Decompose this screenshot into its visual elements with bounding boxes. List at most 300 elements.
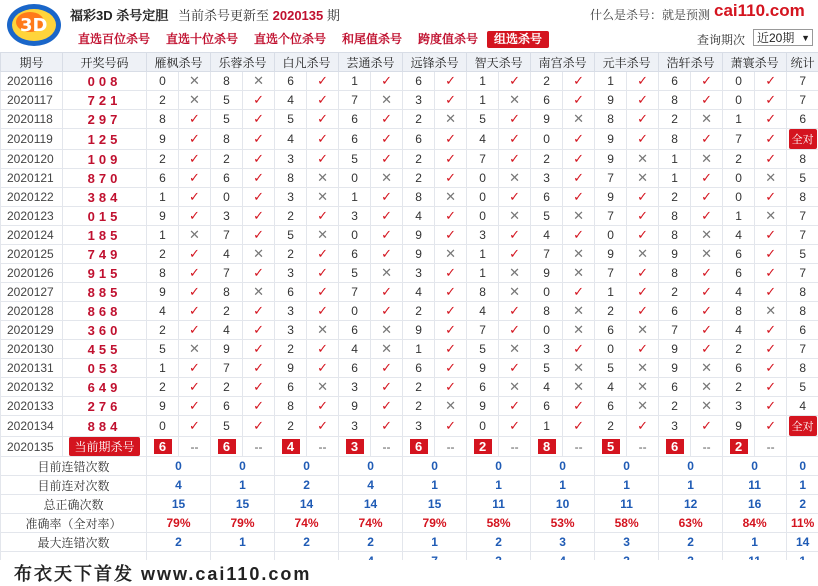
kill-number: 9	[275, 359, 307, 378]
kill-number: 8	[275, 397, 307, 416]
kill-number: 6	[403, 129, 435, 150]
kill-number: 4	[723, 226, 755, 245]
stat-value: 0	[339, 457, 403, 476]
nav-tens-kill[interactable]: 直选十位杀号	[166, 31, 238, 48]
cross-mark-icon: ✕	[499, 207, 531, 226]
table-row	[1, 340, 818, 359]
kill-number: 9	[211, 340, 243, 359]
check-mark-icon: ✓	[435, 302, 467, 321]
cross-mark-icon: ✕	[179, 91, 211, 110]
column-header: 乐蓉杀号	[211, 53, 275, 72]
stat-row	[1, 514, 818, 533]
draw-number: 360	[63, 321, 147, 340]
draw-number: 109	[63, 150, 147, 169]
nav-hundreds-kill[interactable]: 直选百位杀号	[78, 31, 150, 48]
check-mark-icon: ✓	[179, 397, 211, 416]
kill-table	[0, 52, 818, 571]
kill-number: 6	[467, 378, 499, 397]
stat-value: 0	[659, 457, 723, 476]
table-header	[1, 53, 818, 72]
draw-number: 884	[63, 416, 147, 437]
check-mark-icon: ✓	[755, 226, 787, 245]
cross-mark-icon: ✕	[243, 283, 275, 302]
kill-number: 9	[147, 129, 179, 150]
check-mark-icon: ✓	[435, 321, 467, 340]
check-mark-icon: ✓	[371, 378, 403, 397]
check-mark-icon: ✓	[755, 397, 787, 416]
kill-number: 1	[339, 188, 371, 207]
kill-number: 5	[275, 110, 307, 129]
svg-text:3D: 3D	[20, 15, 47, 36]
kill-number: 2	[403, 150, 435, 169]
table-row	[1, 169, 818, 188]
stat-label: 准确率（全对率）	[1, 514, 147, 533]
kill-number: 9	[723, 416, 755, 437]
stat-total: 1	[787, 476, 818, 495]
kill-number: 6	[723, 264, 755, 283]
cross-mark-icon: ✕	[563, 264, 595, 283]
check-mark-icon: ✓	[243, 340, 275, 359]
period-cell: 2020129	[1, 321, 63, 340]
period-cell: 2020125	[1, 245, 63, 264]
stat-value: 2	[275, 476, 339, 495]
cross-mark-icon: ✕	[691, 359, 723, 378]
stat-value: 79%	[211, 514, 275, 533]
stat-value: 11	[723, 476, 787, 495]
kill-number: 0	[531, 321, 563, 340]
check-mark-icon: ✓	[627, 416, 659, 437]
check-mark-icon: ✓	[563, 169, 595, 188]
cross-mark-icon: ✕	[179, 340, 211, 359]
stat-row	[1, 457, 818, 476]
kill-number: 8	[659, 264, 691, 283]
cross-mark-icon: ✕	[179, 72, 211, 91]
stat-value: 14	[339, 495, 403, 514]
kill-number: 3	[339, 378, 371, 397]
stat-cell: 7	[787, 264, 818, 283]
kill-number: 2	[211, 378, 243, 397]
kill-number: 0	[531, 129, 563, 150]
check-mark-icon: ✓	[243, 226, 275, 245]
period-cell: 2020131	[1, 359, 63, 378]
kill-number: 5	[531, 207, 563, 226]
check-mark-icon: ✓	[627, 302, 659, 321]
kill-number: 9	[659, 359, 691, 378]
cross-mark-icon: ✕	[755, 169, 787, 188]
kill-number: 2	[403, 110, 435, 129]
stat-total: 2	[787, 495, 818, 514]
cross-mark-icon: ✕	[627, 321, 659, 340]
check-mark-icon: ✓	[307, 150, 339, 169]
kill-number: 3	[403, 416, 435, 437]
current-kill-label: 当前期杀号	[69, 437, 139, 456]
kill-number: 6	[339, 110, 371, 129]
check-mark-icon: ✓	[499, 188, 531, 207]
kill-number: 6	[659, 378, 691, 397]
check-mark-icon: ✓	[371, 359, 403, 378]
check-mark-icon: ✓	[435, 378, 467, 397]
kill-number: 0	[595, 226, 627, 245]
kill-number: 3	[339, 416, 371, 437]
period-cell: 2020118	[1, 110, 63, 129]
column-header: 智天杀号	[467, 53, 531, 72]
kill-number: 0	[339, 226, 371, 245]
cross-mark-icon: ✕	[627, 245, 659, 264]
stat-value: 0	[211, 457, 275, 476]
kill-number: 9	[595, 129, 627, 150]
kill-number: 6	[403, 359, 435, 378]
cross-mark-icon: ✕	[691, 150, 723, 169]
table-row	[1, 378, 818, 397]
kill-number: 7	[531, 245, 563, 264]
kill-number: 7	[595, 169, 627, 188]
stat-cell: 6	[787, 110, 818, 129]
kill-number: 8	[211, 129, 243, 150]
kill-number: 3	[403, 264, 435, 283]
footer-text: 布衣天下首发 www.cai110.com	[14, 560, 311, 586]
kill-number: 7	[723, 129, 755, 150]
table-row	[1, 72, 818, 91]
draw-number: 915	[63, 264, 147, 283]
stat-value: 74%	[275, 514, 339, 533]
update-info: 当前杀号更新至 2020135 期	[178, 5, 340, 24]
kill-number: 1	[467, 245, 499, 264]
kill-number: 6	[531, 397, 563, 416]
stat-label: 目前连错次数	[1, 457, 147, 476]
period-cell: 2020124	[1, 226, 63, 245]
check-mark-icon: ✓	[307, 207, 339, 226]
predicted-kill: 5	[602, 439, 620, 454]
kill-number: 6	[595, 321, 627, 340]
check-mark-icon: ✓	[243, 321, 275, 340]
stat-value: 2	[275, 533, 339, 552]
check-mark-icon: ✓	[755, 416, 787, 437]
check-mark-icon: ✓	[755, 321, 787, 340]
kill-number: 5	[275, 226, 307, 245]
check-mark-icon: ✓	[563, 226, 595, 245]
stat-value: 3	[531, 533, 595, 552]
pending-mark: --	[627, 437, 659, 457]
kill-number: 9	[467, 397, 499, 416]
kill-number: 3	[275, 302, 307, 321]
check-mark-icon: ✓	[691, 188, 723, 207]
stat-value: 15	[403, 495, 467, 514]
draw-number: 868	[63, 302, 147, 321]
footer	[0, 560, 818, 584]
kill-number: 9	[339, 397, 371, 416]
kill-number: 1	[595, 283, 627, 302]
check-mark-icon: ✓	[499, 150, 531, 169]
stat-value: 1	[211, 476, 275, 495]
kill-number: 2	[531, 150, 563, 169]
check-mark-icon: ✓	[691, 72, 723, 91]
check-mark-icon: ✓	[435, 91, 467, 110]
table-row	[1, 129, 818, 150]
check-mark-icon: ✓	[435, 129, 467, 150]
period-cell: 2020130	[1, 340, 63, 359]
kill-number: 1	[467, 91, 499, 110]
cross-mark-icon: ✕	[563, 245, 595, 264]
period-select[interactable]: 近20期 ▼	[753, 29, 813, 46]
check-mark-icon: ✓	[307, 91, 339, 110]
check-mark-icon: ✓	[371, 302, 403, 321]
check-mark-icon: ✓	[179, 359, 211, 378]
kill-number: 7	[467, 150, 499, 169]
kill-number: 1	[659, 150, 691, 169]
cross-mark-icon: ✕	[499, 283, 531, 302]
nav-span-kill[interactable]: 跨度值杀号	[418, 31, 478, 48]
draw-number: 384	[63, 188, 147, 207]
check-mark-icon: ✓	[435, 264, 467, 283]
kill-number: 2	[723, 150, 755, 169]
cross-mark-icon: ✕	[563, 302, 595, 321]
nav-sum-tail-kill[interactable]: 和尾值杀号	[342, 31, 402, 48]
kill-number: 0	[467, 169, 499, 188]
column-header: 雁枫杀号	[147, 53, 211, 72]
kill-number: 6	[723, 359, 755, 378]
check-mark-icon: ✓	[371, 72, 403, 91]
check-mark-icon: ✓	[563, 72, 595, 91]
kill-number: 0	[723, 188, 755, 207]
predicted-kill: 8	[538, 439, 556, 454]
stat-value: 4	[147, 476, 211, 495]
table-row	[1, 110, 818, 129]
check-mark-icon: ✓	[435, 226, 467, 245]
check-mark-icon: ✓	[179, 129, 211, 150]
draw-number: 870	[63, 169, 147, 188]
check-mark-icon: ✓	[563, 340, 595, 359]
3d-logo-icon	[6, 2, 62, 48]
check-mark-icon: ✓	[563, 150, 595, 169]
kill-number: 2	[659, 110, 691, 129]
kill-number: 2	[595, 416, 627, 437]
cross-mark-icon: ✕	[179, 226, 211, 245]
check-mark-icon: ✓	[307, 72, 339, 91]
site-link[interactable]: cai110.com	[714, 1, 805, 21]
kill-number: 9	[531, 110, 563, 129]
check-mark-icon: ✓	[563, 397, 595, 416]
stat-value: 0	[723, 457, 787, 476]
stat-value: 1	[723, 533, 787, 552]
kill-number: 9	[403, 226, 435, 245]
kill-number: 9	[467, 359, 499, 378]
period-cell: 2020128	[1, 302, 63, 321]
column-header: 开奖号码	[63, 53, 147, 72]
kill-number: 2	[275, 207, 307, 226]
kill-number: 9	[595, 245, 627, 264]
cross-mark-icon: ✕	[307, 169, 339, 188]
kill-number: 2	[147, 150, 179, 169]
stat-value: 0	[403, 457, 467, 476]
cross-mark-icon: ✕	[563, 359, 595, 378]
cross-mark-icon: ✕	[371, 91, 403, 110]
kill-number: 5	[595, 359, 627, 378]
kill-number: 5	[211, 416, 243, 437]
kill-number: 7	[211, 359, 243, 378]
check-mark-icon: ✓	[307, 416, 339, 437]
stat-cell: 5	[787, 169, 818, 188]
cross-mark-icon: ✕	[499, 91, 531, 110]
check-mark-icon: ✓	[307, 359, 339, 378]
stat-cell: 4	[787, 397, 818, 416]
cross-mark-icon: ✕	[371, 321, 403, 340]
kill-number: 0	[467, 188, 499, 207]
kill-number: 6	[595, 397, 627, 416]
kill-number: 8	[659, 91, 691, 110]
check-mark-icon: ✓	[691, 169, 723, 188]
check-mark-icon: ✓	[307, 340, 339, 359]
kill-number: 1	[595, 72, 627, 91]
predicted-kill: 4	[282, 439, 300, 454]
check-mark-icon: ✓	[307, 283, 339, 302]
pending-mark: --	[371, 437, 403, 457]
kill-number: 5	[147, 340, 179, 359]
cross-mark-icon: ✕	[691, 110, 723, 129]
check-mark-icon: ✓	[435, 207, 467, 226]
kill-number: 9	[659, 340, 691, 359]
draw-number: 015	[63, 207, 147, 226]
check-mark-icon: ✓	[371, 188, 403, 207]
stat-row	[1, 533, 818, 552]
check-mark-icon: ✓	[243, 397, 275, 416]
kill-number: 4	[723, 283, 755, 302]
stat-label: 总正确次数	[1, 495, 147, 514]
nav-units-kill[interactable]: 直选个位杀号	[254, 31, 326, 48]
stat-cell: 6	[787, 321, 818, 340]
kill-number: 7	[659, 321, 691, 340]
stat-value: 0	[467, 457, 531, 476]
kill-number: 3	[403, 91, 435, 110]
cross-mark-icon: ✕	[435, 110, 467, 129]
cross-mark-icon: ✕	[243, 72, 275, 91]
cross-mark-icon: ✕	[371, 169, 403, 188]
stat-value: 4	[339, 476, 403, 495]
kill-number: 2	[595, 302, 627, 321]
kill-number: 5	[211, 110, 243, 129]
check-mark-icon: ✓	[627, 226, 659, 245]
predicted-kill: 6	[410, 439, 428, 454]
period-cell: 2020134	[1, 416, 63, 437]
column-header: 统计	[787, 53, 818, 72]
kill-number: 0	[147, 416, 179, 437]
cross-mark-icon: ✕	[627, 378, 659, 397]
check-mark-icon: ✓	[691, 283, 723, 302]
draw-number: 008	[63, 72, 147, 91]
stat-row	[1, 495, 818, 514]
check-mark-icon: ✓	[627, 340, 659, 359]
column-header: 萧寰杀号	[723, 53, 787, 72]
period-cell: 2020122	[1, 188, 63, 207]
table-row	[1, 283, 818, 302]
kill-number: 6	[531, 188, 563, 207]
cross-mark-icon: ✕	[499, 378, 531, 397]
check-mark-icon: ✓	[755, 245, 787, 264]
kill-number: 9	[147, 397, 179, 416]
check-mark-icon: ✓	[691, 340, 723, 359]
table-row	[1, 264, 818, 283]
kill-number: 2	[211, 150, 243, 169]
check-mark-icon: ✓	[691, 207, 723, 226]
stat-cell: 7	[787, 226, 818, 245]
kill-number: 3	[339, 207, 371, 226]
kill-number: 1	[339, 72, 371, 91]
kill-number: 4	[403, 207, 435, 226]
stat-value: 58%	[467, 514, 531, 533]
period-cell: 2020121	[1, 169, 63, 188]
nav-group-kill[interactable]: 组选杀号	[487, 31, 549, 48]
kill-number: 2	[723, 340, 755, 359]
kill-number: 0	[211, 188, 243, 207]
kill-number: 9	[531, 264, 563, 283]
kill-number: 6	[403, 72, 435, 91]
check-mark-icon: ✓	[179, 245, 211, 264]
stat-value: 74%	[339, 514, 403, 533]
check-mark-icon: ✓	[371, 397, 403, 416]
check-mark-icon: ✓	[179, 207, 211, 226]
check-mark-icon: ✓	[563, 91, 595, 110]
draw-number: 455	[63, 340, 147, 359]
stat-value: 0	[275, 457, 339, 476]
cross-mark-icon: ✕	[691, 245, 723, 264]
kill-number: 0	[467, 416, 499, 437]
table-row	[1, 302, 818, 321]
kill-number: 1	[723, 110, 755, 129]
kill-number: 6	[275, 378, 307, 397]
check-mark-icon: ✓	[755, 283, 787, 302]
cross-mark-icon: ✕	[307, 226, 339, 245]
check-mark-icon: ✓	[755, 340, 787, 359]
check-mark-icon: ✓	[179, 283, 211, 302]
check-mark-icon: ✓	[243, 378, 275, 397]
predicted-kill: 2	[730, 439, 748, 454]
predicted-kill: 6	[218, 439, 236, 454]
kill-number: 2	[275, 416, 307, 437]
period-cell: 2020123	[1, 207, 63, 226]
draw-number: 276	[63, 397, 147, 416]
kill-number: 2	[211, 302, 243, 321]
stat-value: 2	[659, 533, 723, 552]
kill-number: 6	[531, 91, 563, 110]
period-cell: 2020135	[1, 437, 63, 457]
kill-number: 6	[211, 397, 243, 416]
column-header: 远锋杀号	[403, 53, 467, 72]
kill-number: 4	[403, 283, 435, 302]
stat-value: 11	[467, 495, 531, 514]
cross-mark-icon: ✕	[627, 150, 659, 169]
cross-mark-icon: ✕	[627, 397, 659, 416]
kill-number: 3	[275, 188, 307, 207]
kill-number: 0	[595, 340, 627, 359]
check-mark-icon: ✓	[371, 110, 403, 129]
stat-total: 11%	[787, 514, 818, 533]
check-mark-icon: ✓	[435, 169, 467, 188]
table-row	[1, 245, 818, 264]
kill-number: 9	[595, 91, 627, 110]
check-mark-icon: ✓	[499, 129, 531, 150]
check-mark-icon: ✓	[371, 283, 403, 302]
pending-mark: --	[691, 437, 723, 457]
stat-value: 14	[275, 495, 339, 514]
kill-number: 4	[595, 378, 627, 397]
stat-value: 0	[531, 457, 595, 476]
kill-number: 6	[339, 321, 371, 340]
table-row	[1, 416, 818, 437]
kill-number: 3	[659, 416, 691, 437]
kill-number: 5	[531, 359, 563, 378]
kill-number: 7	[211, 264, 243, 283]
period-cell: 2020133	[1, 397, 63, 416]
stat-value: 79%	[403, 514, 467, 533]
